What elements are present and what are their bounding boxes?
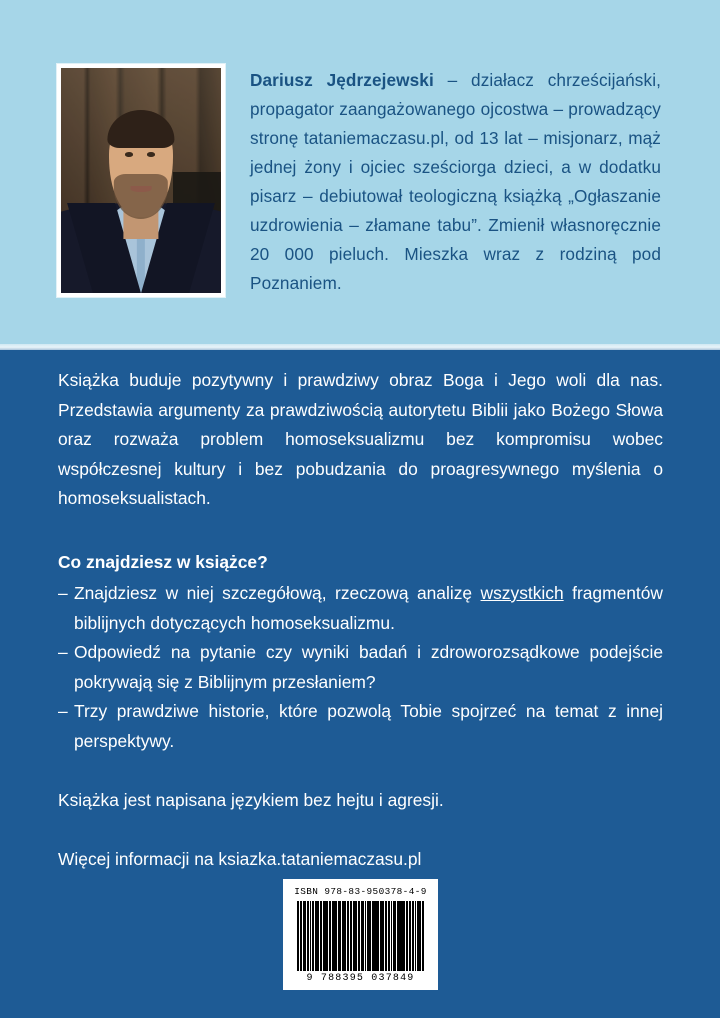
author-name: Dariusz Jędrzejewski	[250, 70, 434, 90]
blurb-section-title: Co znajdziesz w książce?	[58, 551, 268, 572]
spacer	[58, 756, 663, 786]
point-text-underlined: wszystkich	[480, 583, 564, 603]
hair	[107, 110, 174, 148]
eye-left	[125, 152, 133, 156]
isbn-barcode	[283, 879, 438, 990]
author-photo	[57, 64, 225, 297]
point-text-after: fragmentów biblijnych dotyczących homoseksualizmu.	[74, 583, 663, 633]
isbn-label: ISBN 978-83-950378-4-9	[294, 886, 427, 897]
blurb-paragraph-3: Więcej informacji na ksiazka.tataniemaczasu.pl	[58, 848, 422, 869]
blurb-points-list	[58, 579, 663, 756]
author-bio-text: – działacz chrześcijański, propagator zaangażowanego ojcostwa – prowadzący stronę tataniemaczasu.pl, od 13 lat – misjonarz, mąż jednej żony i ojciec sześciorga dzieci, a w dodatku pisarz – debiutował teologiczną książką „Ogłaszanie uzdrowienia – złamane tabu”. Zmienił własnoręcznie 20 000 pieluch. Mieszka wraz z rodziną pod Poznaniem.	[250, 70, 661, 293]
portrait-figure	[61, 68, 221, 293]
ean-digits: 9 788395 037849	[306, 973, 415, 984]
list-item	[58, 579, 663, 638]
author-photo-image	[61, 68, 221, 293]
blurb-paragraph-1: Książka buduje pozytywny i prawdziwy obraz Boga i Jego woli dla nas. Przedstawia argumenty za prawdziwością autorytetu Biblii jako Bożego Słowa oraz rozważa problem homoseksualizmu bez kompromisu wobec współczesnej kultury i bez pobudzania do proagresywnego myślenia o homoseksualistach.	[58, 370, 663, 508]
spacer	[58, 816, 663, 845]
blurb-paragraph-2: Książka jest napisana językiem bez hejtu i agresji.	[58, 790, 444, 810]
blurb-content	[58, 366, 663, 874]
point-text-before: Trzy prawdziwe historie, które pozwolą Tobie spojrzeć na temat z innej perspektywy.	[74, 701, 663, 751]
list-item	[58, 697, 663, 756]
point-text-before: Odpowiedź na pytanie czy wyniki badań i zdroworozsądkowe podejście pokrywają się z Biblijnym przesłaniem?	[74, 642, 663, 692]
eye-right	[147, 152, 155, 156]
point-text-before: Znajdziesz w niej szczegółową, rzeczową analizę	[74, 583, 481, 603]
barcode-bars	[297, 901, 425, 971]
author-bio	[250, 66, 661, 298]
list-item	[58, 638, 663, 697]
